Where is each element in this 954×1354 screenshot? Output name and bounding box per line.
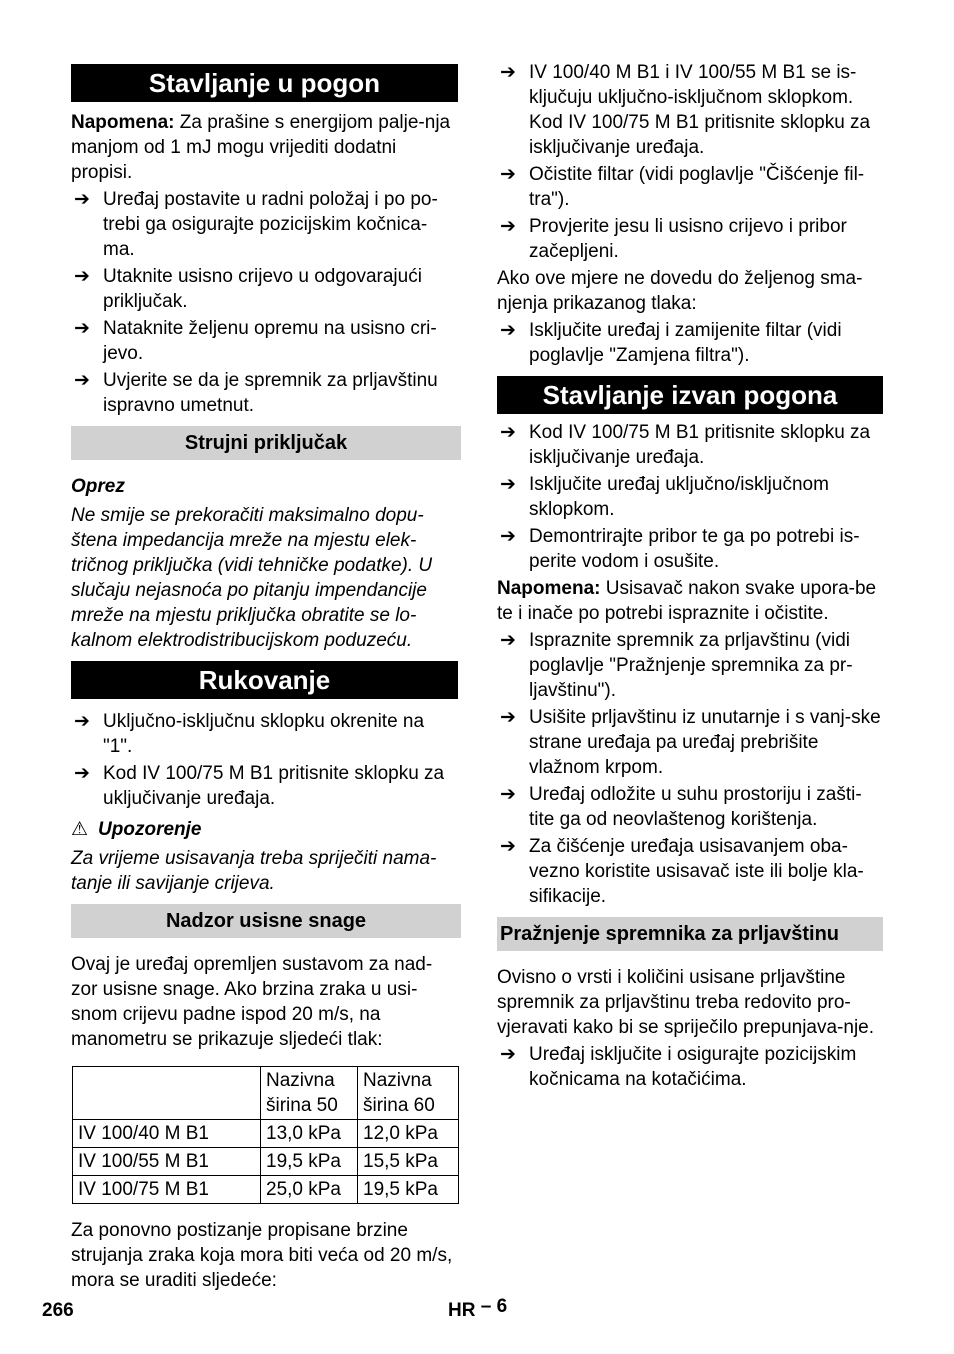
top-item-continuation: Kod IV 100/75 M B1 pritisnite sklopku za isključivanje uređaja.: [529, 112, 871, 158]
arrow-icon: ➔: [500, 836, 516, 857]
list-item: ➔ Utaknite usisno crijevo u odgovarajući priključak.: [74, 266, 422, 312]
table-row: [73, 1176, 459, 1204]
arrow-icon: ➔: [74, 763, 90, 784]
heading-stavljanje-u-pogon: Stavljanje u pogon: [71, 64, 458, 102]
list-item: ➔ Uvjerite se da je spremnik za prljavštinu ispravno umetnut.: [74, 370, 438, 416]
table-cell: Nazivna širina 60: [358, 1067, 459, 1120]
arrow-icon: ➔: [74, 370, 90, 391]
table-header-row: [73, 1067, 459, 1120]
list-item: ➔ Kod IV 100/75 M B1 pritisnite sklopku za isključivanje uređaja.: [500, 422, 871, 468]
napomena-text: Usisavač nakon svake upora-be te i inače po potrebi ispraznite i očistite.: [497, 578, 877, 624]
napomena-text: Za prašine s energijom palje-nja manjom od 1 mJ mogu vrijediti dodatni propisi.: [71, 112, 451, 183]
pressure-table: [72, 1066, 459, 1204]
izvan-list: [497, 420, 883, 574]
table-cell: 12,0 kPa: [358, 1120, 459, 1148]
heading-praznjenje-spremnika: Pražnjenje spremnika za prljavštinu: [497, 917, 883, 951]
table-cell: 19,5 kPa: [261, 1148, 358, 1176]
table-cell: IV 100/40 M B1: [73, 1120, 261, 1148]
arrow-icon: ➔: [74, 711, 90, 732]
arrow-icon: ➔: [500, 320, 516, 341]
table-cell: Nazivna širina 50: [261, 1067, 358, 1120]
napomena-paragraph: [71, 110, 458, 185]
oprez-label: Oprez: [71, 476, 125, 497]
top-list-2: [497, 162, 883, 264]
list-item: ➔ Isključite uređaj uključno/isključnom sklopkom.: [500, 474, 829, 520]
napomena-label: Napomena:: [71, 112, 175, 133]
left-column: [71, 64, 458, 1295]
list-item: ➔ Uključno-isključnu sklopku okrenite na "1".: [74, 711, 425, 757]
arrow-icon: ➔: [500, 630, 516, 651]
table-cell: [73, 1067, 261, 1120]
table-row: [73, 1148, 459, 1176]
warning-triangle-icon: ⚠: [71, 819, 89, 840]
heading-strujni-prikljucak: Strujni priključak: [71, 426, 461, 460]
heading-rukovanje: Rukovanje: [71, 661, 458, 699]
table-cell: 15,5 kPa: [358, 1148, 459, 1176]
arrow-icon: ➔: [500, 62, 516, 83]
list-item: ➔ IV 100/40 M B1 i IV 100/55 M B1 se is-ključuju uključno-isključnom sklopkom.: [500, 62, 857, 108]
rukovanje-list: [71, 709, 458, 811]
heading-stavljanje-izvan-pogona: Stavljanje izvan pogona: [497, 376, 883, 414]
list-item: ➔ Provjerite jesu li usisno crijevo i pribor začepljeni.: [500, 216, 847, 262]
praznjenje-list: [497, 1042, 883, 1092]
list-item: ➔ Uređaj postavite u radni položaj i po po-trebi ga osigurajte pozicijskim kočnica-ma.: [74, 189, 438, 260]
table-cell: 19,5 kPa: [358, 1176, 459, 1204]
list-item: ➔ Demontrirajte pribor te ga po potrebi is-perite vodom i osušite.: [500, 526, 860, 572]
list-item: ➔ Isključite uređaj i zamijenite filtar (vidi poglavlje "Zamjena filtra").: [500, 320, 842, 366]
top-list: [497, 60, 883, 110]
mjere-text: Ako ove mjere ne dovedu do željenog sma-njenja prikazanog tlaka:: [497, 268, 863, 314]
list-item: ➔ Kod IV 100/75 M B1 pritisnite sklopku za uključivanje uređaja.: [74, 763, 445, 809]
footer-page-number: 266: [42, 1300, 74, 1321]
clean-list: [497, 628, 883, 909]
arrow-icon: ➔: [500, 422, 516, 443]
right-column: [497, 60, 883, 1094]
arrow-icon: ➔: [500, 164, 516, 185]
oprez-text: Ne smije se prekoračiti maksimalno dopu-štena impedancija mreže na mjestu elek-tričnog priključka (vidi tehničke podatke). U slučaju nejasnoća po pitanju impendancije mreže na mjestu priključka obratite se lo-kalnom elektrodistribucijskom poduzeću.: [71, 505, 433, 651]
list-item: ➔ Za čišćenje uređaja usisavanjem oba-vezno koristite usisavač iste ili bolje kla-sifikacije.: [500, 836, 864, 907]
napomena-label: Napomena:: [497, 578, 601, 599]
start-list: [71, 187, 458, 418]
arrow-icon: ➔: [500, 526, 516, 547]
list-item: ➔ Ispraznite spremnik za prljavštinu (vidi poglavlje "Pražnjenje spremnika za pr-ljavštinu").: [500, 630, 853, 701]
footer-section-page: – 6: [480, 1296, 508, 1317]
list-item: ➔ Uređaj odložite u suhu prostoriju i zašti-tite ga od neovlaštenog korištenja.: [500, 784, 862, 830]
upozorenje-text: Za vrijeme usisavanja treba spriječiti nama-tanje ili savijanje crijeva.: [71, 848, 437, 894]
arrow-icon: ➔: [500, 216, 516, 237]
arrow-icon: ➔: [500, 707, 516, 728]
footer-page-label: [448, 1298, 507, 1323]
napomena-paragraph-right: [497, 576, 883, 626]
praznjenje-text: Ovisno o vrsti i količini usisane prljavštine spremnik za prljavštinu treba redovito pro-vjeravati kako bi se spriječilo prepunjava-nje.: [497, 967, 875, 1038]
arrow-icon: ➔: [500, 784, 516, 805]
table-cell: IV 100/55 M B1: [73, 1148, 261, 1176]
list-item: ➔ Očistite filtar (vidi poglavlje "Čišćenje fil-tra").: [500, 164, 865, 210]
mjere-list: [497, 318, 883, 368]
list-item: ➔ Usišite prljavštinu iz unutarnje i s vanj-ske strane uređaja pa uređaj prebrišite vlažnom krpom.: [500, 707, 881, 778]
footer-lang: HR: [448, 1300, 476, 1321]
upozorenje-label: Upozorenje: [98, 819, 202, 840]
arrow-icon: ➔: [74, 318, 90, 339]
list-item: ➔ Uređaj isključite i osigurajte pozicijskim kočnicama na kotačićima.: [500, 1044, 857, 1090]
arrow-icon: ➔: [500, 474, 516, 495]
upozorenje-line: [71, 817, 458, 842]
heading-nadzor-usisne-snage: Nadzor usisne snage: [71, 904, 461, 938]
table-row: [73, 1120, 459, 1148]
table-cell: 25,0 kPa: [261, 1176, 358, 1204]
arrow-icon: ➔: [500, 1044, 516, 1065]
table-cell: IV 100/75 M B1: [73, 1176, 261, 1204]
arrow-icon: ➔: [74, 266, 90, 287]
table-cell: 13,0 kPa: [261, 1120, 358, 1148]
arrow-icon: ➔: [74, 189, 90, 210]
list-item: ➔ Nataknite željenu opremu na usisno cri-jevo.: [74, 318, 437, 364]
nadzor-text: Ovaj je uređaj opremljen sustavom za nad-zor usisne snage. Ako brzina zraka u usi-snom crijevu padne ispod 20 m/s, na manometru se prikazuje sljedeći tlak:: [71, 954, 433, 1050]
after-table-text: Za ponovno postizanje propisane brzine strujanja zraka koja mora biti veća od 20 m/s, mora se uraditi sljedeće:: [71, 1220, 453, 1291]
